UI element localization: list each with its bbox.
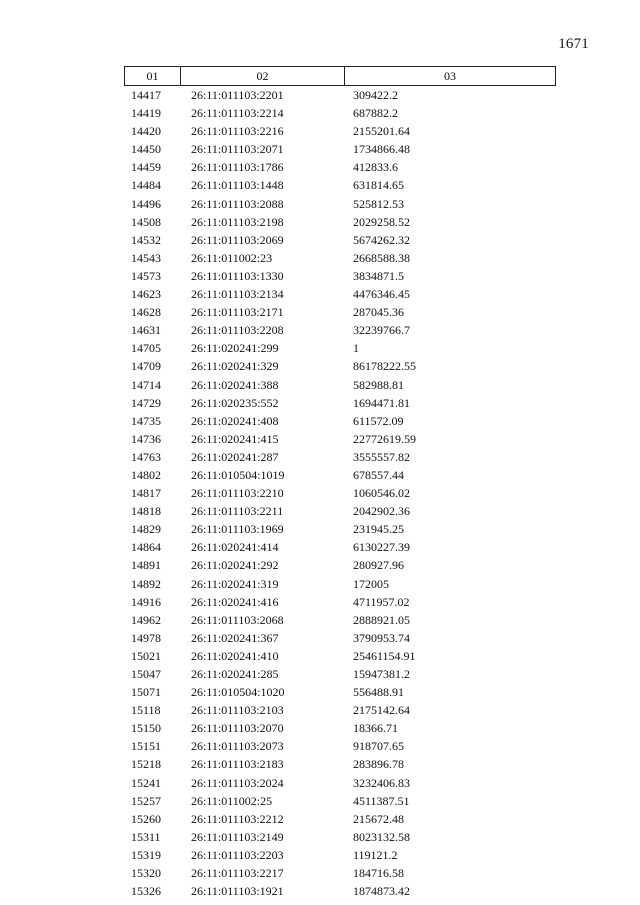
cadastral-number-cell: 26:11:011103:2217 [191,866,284,881]
table-row [124,647,556,665]
table-row [124,484,556,502]
value-cell: 1874873.42 [353,884,410,899]
value-cell: 1734866.48 [353,142,410,157]
row-id-cell: 14892 [131,576,161,591]
row-id-cell: 14417 [131,88,161,102]
value-cell: 3834871.5 [353,268,404,283]
column-header-03: 03 [444,68,456,83]
value-cell: 918707.65 [353,739,404,754]
row-id-cell: 14735 [131,413,161,428]
table-row [124,665,556,683]
table-row [124,882,556,900]
value-cell: 631814.65 [353,178,404,193]
table-row [124,86,556,104]
row-id-cell: 14709 [131,359,161,374]
table-row [124,285,556,303]
row-id-cell: 15021 [131,648,161,663]
cadastral-number-cell: 26:11:011103:2198 [191,214,284,229]
row-id-cell: 15319 [131,847,161,862]
table-row [124,267,556,285]
row-id-cell: 14736 [131,431,161,446]
value-cell: 119121.2 [353,847,398,862]
cadastral-number-cell: 26:11:010504:1020 [191,685,285,700]
cadastral-number-cell: 26:11:011103:2071 [191,142,284,157]
column-header-01: 01 [125,67,181,85]
table-row [124,701,556,719]
row-id-cell: 15257 [131,793,161,808]
value-cell: 2155201.64 [353,124,410,139]
row-id-cell: 14419 [131,106,161,121]
table-row [124,611,556,629]
column-header-02: 02 [181,67,345,85]
row-id-cell: 14763 [131,449,161,464]
cadastral-number-cell: 26:11:020241:388 [191,377,279,392]
table-row [124,394,556,412]
row-id-cell: 14484 [131,178,161,193]
cadastral-number-cell: 26:11:011103:2214 [191,106,284,121]
table-row [124,412,556,430]
row-id-cell: 14459 [131,160,161,175]
value-cell: 15947381.2 [353,667,410,681]
cadastral-number-cell: 26:11:011103:1921 [191,884,284,899]
row-id-cell: 14631 [131,323,161,338]
table-row [124,376,556,394]
table-row [124,502,556,520]
value-cell: 3555557.82 [353,449,410,464]
value-cell: 582988.81 [353,377,404,392]
value-cell: 1 [353,341,359,356]
cadastral-number-cell: 26:11:020241:414 [191,540,279,555]
table-row [124,357,556,375]
table-row [124,575,556,593]
table-row [124,737,556,755]
table-header [124,66,556,86]
table-body [124,86,556,900]
value-cell: 2042902.36 [353,504,410,519]
value-cell: 2175142.64 [353,703,410,718]
cadastral-number-cell: 26:11:011103:1969 [191,522,284,537]
table-row [124,140,556,158]
value-cell: 556488.91 [353,685,404,700]
row-id-cell: 14864 [131,540,161,555]
cadastral-number-cell: 26:11:011103:1448 [191,178,284,193]
row-id-cell: 14532 [131,232,161,247]
table-row [124,556,556,574]
row-id-cell: 15311 [131,829,161,844]
table-row [124,593,556,611]
row-id-cell: 14962 [131,612,161,627]
cadastral-number-cell: 26:11:011103:2070 [191,721,284,736]
row-id-cell: 15118 [131,703,161,718]
value-cell: 18366.71 [353,721,398,736]
row-id-cell: 15260 [131,811,161,826]
cadastral-number-cell: 26:11:020241:367 [191,630,279,645]
value-cell: 172005 [353,576,389,591]
value-cell: 678557.44 [353,467,404,482]
cadastral-number-cell: 26:11:011002:23 [191,250,273,265]
value-cell: 86178222.55 [353,359,416,374]
cadastral-number-cell: 26:11:020241:415 [191,431,279,446]
cadastral-number-cell: 26:11:011103:2212 [191,811,284,826]
cadastral-number-cell: 26:11:011103:2216 [191,124,284,139]
cadastral-number-cell: 26:11:020241:299 [191,341,279,356]
row-id-cell: 14623 [131,287,161,302]
value-cell: 1694471.81 [353,395,410,410]
table-row [124,774,556,792]
cadastral-number-cell: 26:11:020235:552 [191,395,279,410]
table-row [124,158,556,176]
cadastral-number-cell: 26:11:011103:2068 [191,612,284,627]
cadastral-number-cell: 26:11:020241:410 [191,648,279,663]
value-cell: 611572.09 [353,413,404,428]
row-id-cell: 14628 [131,305,161,320]
row-id-cell: 14818 [131,504,161,519]
row-id-cell: 15071 [131,685,161,700]
table-row [124,249,556,267]
value-cell: 412833.6 [353,160,398,175]
value-cell: 215672.48 [353,811,404,826]
table-row [124,629,556,647]
row-id-cell: 14543 [131,250,161,265]
cadastral-number-cell: 26:11:011103:2171 [191,305,284,320]
value-cell: 6130227.39 [353,540,410,555]
cadastral-number-cell: 26:11:011103:1786 [191,160,284,175]
value-cell: 8023132.58 [353,829,410,844]
table-row [124,176,556,194]
cadastral-number-cell: 26:11:011103:2073 [191,739,284,754]
value-cell: 280927.96 [353,558,404,573]
row-id-cell: 15326 [131,884,161,899]
table-row [124,792,556,810]
cadastral-number-cell: 26:11:011103:2149 [191,829,284,844]
table-row [124,520,556,538]
row-id-cell: 14573 [131,268,161,283]
row-id-cell: 15150 [131,721,161,736]
value-cell: 231945.25 [353,522,404,537]
cadastral-number-cell: 26:11:020241:416 [191,594,279,609]
value-cell: 2668588.38 [353,250,410,265]
value-cell: 283896.78 [353,757,404,772]
row-id-cell: 14450 [131,142,161,157]
table-row [124,303,556,321]
table-row [124,538,556,556]
row-id-cell: 14714 [131,377,161,392]
table-row [124,719,556,737]
cadastral-number-cell: 26:11:011103:2211 [191,504,284,519]
table-row [124,339,556,357]
table-row [124,846,556,864]
row-id-cell: 15151 [131,739,161,754]
row-id-cell: 14420 [131,124,161,139]
value-cell: 2029258.52 [353,214,410,229]
value-cell: 5674262.32 [353,232,410,247]
cadastral-number-cell: 26:11:011103:2210 [191,486,284,501]
value-cell: 1060546.02 [353,486,410,501]
table-row [124,828,556,846]
cadastral-number-cell: 26:11:020241:287 [191,449,279,464]
value-cell: 525812.53 [353,196,404,211]
table-row [124,755,556,773]
cadastral-number-cell: 26:11:020241:292 [191,558,279,573]
table-row [124,430,556,448]
cadastral-number-cell: 26:11:011103:2134 [191,287,284,302]
table-row [124,195,556,213]
value-cell: 2888921.05 [353,612,410,627]
cadastral-number-cell: 26:11:011103:2183 [191,757,284,772]
table-row [124,321,556,339]
row-id-cell: 15047 [131,667,161,681]
table-row [124,466,556,484]
table-row [124,683,556,701]
row-id-cell: 15241 [131,775,161,790]
row-id-cell: 14891 [131,558,161,573]
cadastral-number-cell: 26:11:011103:2208 [191,323,284,338]
value-cell: 32239766.7 [353,323,410,338]
value-cell: 309422.2 [353,88,398,102]
row-id-cell: 14978 [131,630,161,645]
table-row [124,104,556,122]
cadastral-number-cell: 26:11:010504:1019 [191,467,285,482]
cadastral-number-cell: 26:11:011103:2103 [191,703,284,718]
cadastral-number-cell: 26:11:020241:329 [191,359,279,374]
table-row [124,448,556,466]
value-cell: 184716.58 [353,866,404,881]
table-row [124,810,556,828]
table-row [124,231,556,249]
row-id-cell: 15218 [131,757,161,772]
row-id-cell: 14496 [131,196,161,211]
value-cell: 4711957.02 [353,594,410,609]
cadastral-number-cell: 26:11:011103:2203 [191,847,284,862]
value-cell: 3790953.74 [353,630,410,645]
value-cell: 4476346.45 [353,287,410,302]
value-cell: 25461154.91 [353,648,416,663]
row-id-cell: 14817 [131,486,161,501]
table-row [124,213,556,231]
cadastral-number-cell: 26:11:011103:2024 [191,775,284,790]
cadastral-number-cell: 26:11:011103:2069 [191,232,284,247]
table-row [124,122,556,140]
cadastral-number-cell: 26:11:011103:1330 [191,268,284,283]
cadastral-number-cell: 26:11:020241:319 [191,576,279,591]
row-id-cell: 14916 [131,594,161,609]
row-id-cell: 14705 [131,341,161,356]
value-cell: 287045.36 [353,305,404,320]
row-id-cell: 15320 [131,866,161,881]
value-cell: 687882.2 [353,106,398,121]
cadastral-number-cell: 26:11:020241:285 [191,667,279,681]
table-row [124,864,556,882]
row-id-cell: 14802 [131,467,161,482]
cadastral-number-cell: 26:11:020241:408 [191,413,279,428]
cadastral-number-cell: 26:11:011002:25 [191,793,273,808]
cadastral-number-cell: 26:11:011103:2088 [191,196,284,211]
cadastral-number-cell: 26:11:011103:2201 [191,88,284,102]
value-cell: 3232406.83 [353,775,410,790]
row-id-cell: 14729 [131,395,161,410]
row-id-cell: 14508 [131,214,161,229]
value-cell: 22772619.59 [353,431,416,446]
row-id-cell: 14829 [131,522,161,537]
page-number: 1671 [558,36,589,52]
value-cell: 4511387.51 [353,793,410,808]
